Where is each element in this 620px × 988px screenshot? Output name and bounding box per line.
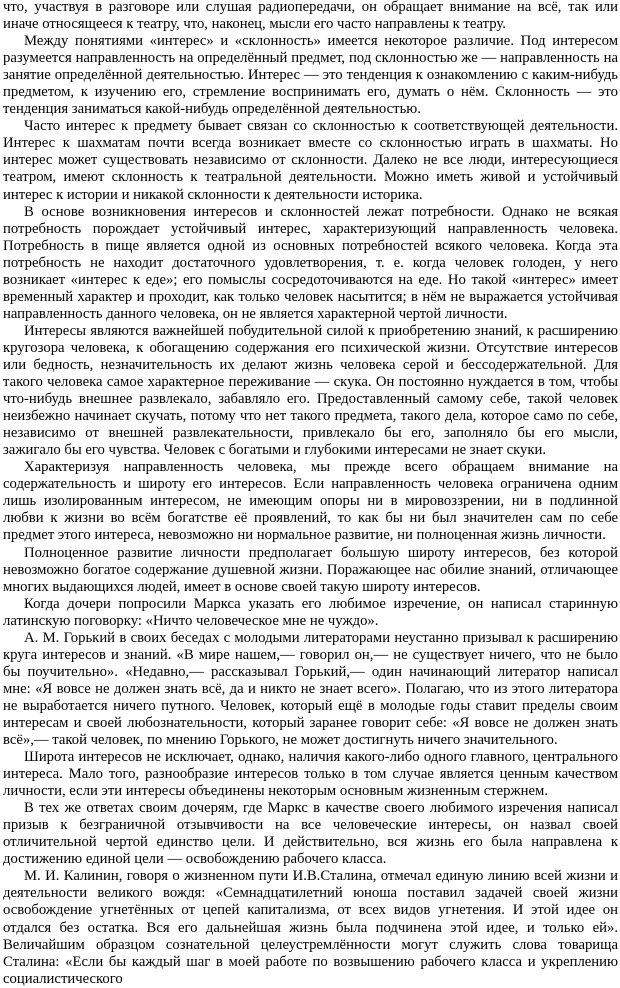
paragraph: Часто интерес к предмету бывает связан со склонностью к соответствующей деятельности. Интерес к шахматам почти всегда возникает вместе со склонностью играть в шахматы. Но интерес может существовать независимо от склонности. Далеко не все люди, интересующиеся театром, имеют склонность к театральной деятельности. Можно иметь живой и устойчивый интерес к истории и никакой склонности к деятельности историка.: [3, 118, 618, 203]
paragraph: Широта интересов не исключает, однако, наличия какого-либо одного главного, центрального интереса. Мало того, разнообразие интересов только в том случае является ценным качеством личности, если эти интересы объединены некоторым основным жизненным стержнем.: [3, 749, 618, 800]
paragraph: Когда дочери попросили Маркса указать его любимое изречение, он написал старинную латинскую поговорку: «Ничто человеческое мне не чуждо».: [3, 595, 618, 629]
paragraph: Между понятиями «интерес» и «склонность» имеется некоторое различие. Под интересом разумеется направленность на определённый предмет, под склонностью же — направленность на занятие определённой деятельностью. Интерес — это тенденция к ознакомлению с каким-нибудь предметом, к изучению его, стремление воспринимать его, думать о нём. Склонность — это тенденция заниматься какой-нибудь определённой деятельностью.: [3, 33, 618, 118]
paragraph: В тех же ответах своим дочерям, где Маркс в качестве своего любимого изречения написал призыв к безграничной отзывчивости на все человеческие интересы, он назвал своей отличительной чертой единство цели. И действительно, вся жизнь его была направлена к достижению единой цели — освобождению рабочего класса.: [3, 800, 618, 868]
paragraph: Интересы являются важнейшей побудительной силой к приобретению знаний, к расширению кругозора человека, к обогащению содержания его психической жизни. Отсутствие интересов или бедность, незначительность их делают жизнь человека серой и бессодержательной. Для такого человека самое характерное переживание — скука. Он постоянно нуждается в том, чтобы что-нибудь внешнее развлекало, забавляло его. Предоставленный самому себе, такой человек неизбежно начинает скучать, потому что нет такого предмета, такого дела, которое само по себе, независимо от внешней развлекательности, привлекало бы его, заполняло бы его мысли, зажигало бы его чувства. Человек с богатыми и глубокими интересами не знает скуки.: [3, 322, 618, 459]
paragraph: М. И. Калинин, говоря о жизненном пути И.В.Сталина, отмечал единую линию всей жизни и деятельности великого вождя: «Семнадцатилетний юноша поставил задачей своей жизни освобождение угнетённых от цепей капитализма, от всех видов угнетения. И этой идее он отдался без остатка. Вся его дальнейшая жизнь была подчинена этой идее, и только ей». Величайшим образцом сознательной целеустремлённости могут служить слова товарища Сталина: «Если бы каждый шаг в моей работе по возвышению рабочего класса и укреплению социалистического: [3, 868, 618, 987]
paragraph: что, участвуя в разговоре или слушая радиопередачи, он обращает внимание на всё, так или иначе относящееся к театру, что, наконец, мысли его часто направлены к театру.: [3, 0, 618, 33]
paragraph: Характеризуя направленность человека, мы прежде всего обращаем внимание на содержательность и широту его интересов. Если направленность человека ограничена одним лишь изолированным интересом, не имеющим опоры ни в мировоззрении, ни в подлинной любви к жизни во всём богатстве её проявлений, то как бы ни был значителен сам по себе предмет этого интереса, невозможно ни нормальное развитие, ни полноценная жизнь личности.: [3, 459, 618, 544]
paragraph: В основе возникновения интересов и склонностей лежат потребности. Однако не всякая потребность порождает устойчивый интерес, характеризующий направленность человека. Потребность в пище является одной из основных потребностей всякого человека. Когда эта потребность не находит достаточного удовлетворения, т. е. когда человек голоден, у него возникает «интерес к еде»; его помыслы сосредоточиваются на еде. Но такой «интерес» имеет временный характер и проходит, как только человек насытится; в нём не выражается устойчивая направленность данного человека, он не является характерной чертой личности.: [3, 203, 618, 322]
paragraph: Полноценное развитие личности предполагает большую широту интересов, без которой невозможно богатое содержание душевной жизни. Поражающее нас обилие знаний, отличающее многих выдающихся людей, имеет в основе своей такую широту интересов.: [3, 544, 618, 595]
paragraph: А. М. Горький в своих беседах с молодыми литераторами неустанно призывал к расширению круга интересов и знаний. «В мире нашем,— говорил он,— не существует ничего, что не было бы поучительно». «Недавно,— рассказывал Горький,— один начинающий литератор написал мне: «Я вовсе не должен знать всё, да и никто не знает всего». Полагаю, что из этого литератора не выработается ничего путного. Человек, который ещё в молодые годы ставит пределы своим интересам и своей любознательности, который заранее говорит себе: «Я вовсе не должен знать всё»,— такой человек, по мнению Горького, не может достигнуть ничего значительного.: [3, 629, 618, 749]
